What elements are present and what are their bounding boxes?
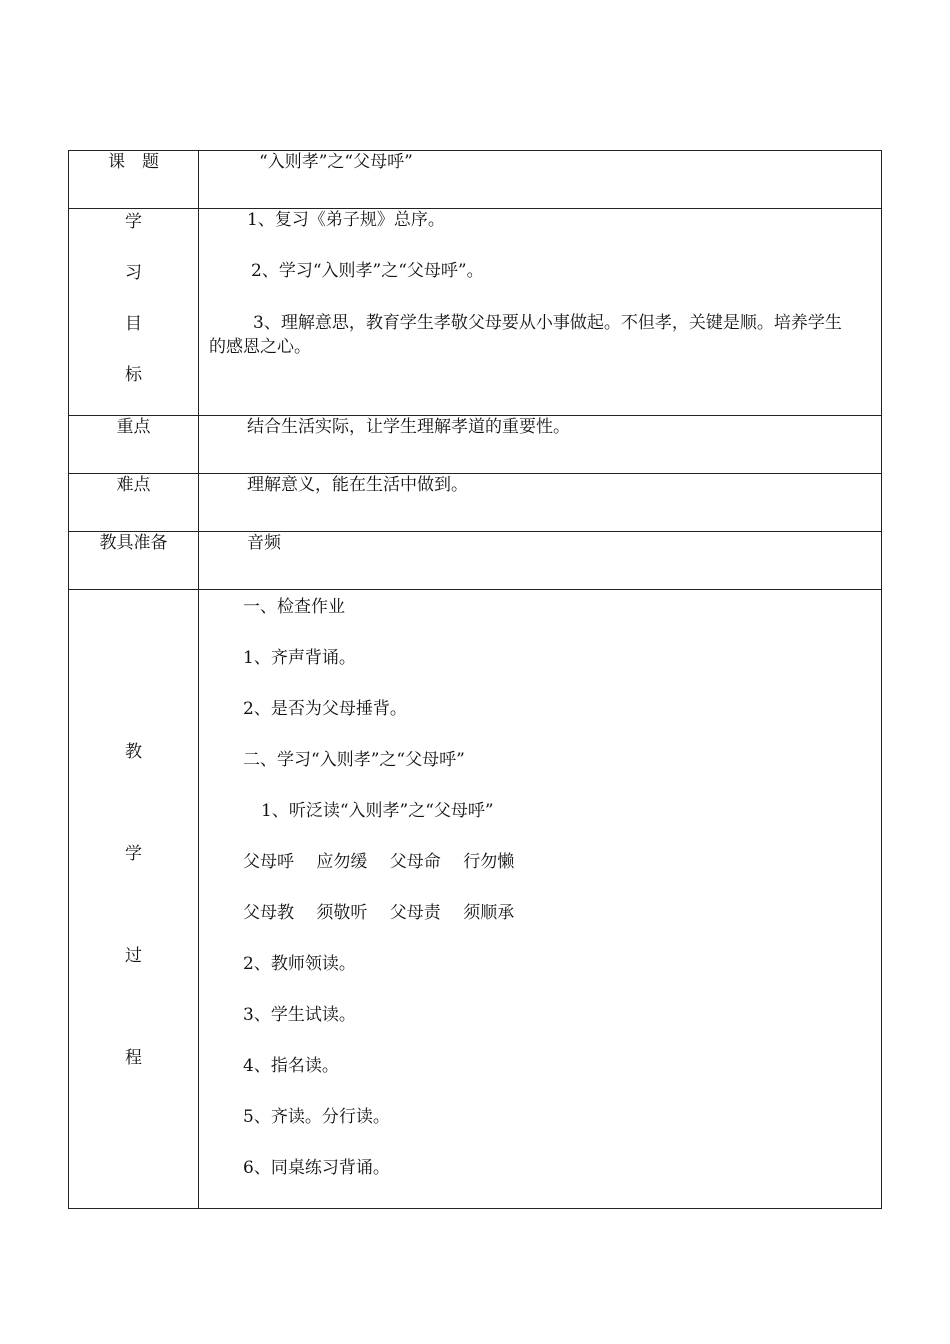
goals-cell [199,209,882,416]
focus-value-cell [199,416,882,474]
title-label: 课 题 [108,152,159,172]
process-line-6: 父母呼 应勿缓 父母命 行勿懒 [243,852,515,872]
goal-3-continued: 的感恩之心。 [209,337,311,357]
focus-label: 重点 [116,417,151,437]
row-process [69,590,882,1209]
title-label-cell [69,151,199,209]
process-line-2: 1、齐声背诵。 [243,648,356,668]
goals-label-char-1: 学 [125,212,142,232]
row-goals [69,209,882,416]
title-value-cell [199,151,882,209]
goals-label-char-4: 标 [125,365,142,385]
process-label-char-3: 过 [125,946,142,966]
difficulty-label-cell [69,474,199,532]
process-label-char-2: 学 [125,844,142,864]
process-line-3: 2、是否为父母捶背。 [243,699,407,719]
lesson-plan-table [68,150,882,1209]
prep-value-cell [199,532,882,590]
process-label-cell [69,590,199,1209]
goal-2: 2、学习“入则孝”之“父母呼”。 [251,261,484,281]
process-line-9: 3、学生试读。 [243,1005,356,1025]
process-line-12: 6、同桌练习背诵。 [243,1158,390,1178]
prep-value: 音频 [247,533,281,553]
row-title [69,151,882,209]
process-line-11: 5、齐读。分行读。 [243,1107,390,1127]
process-label-char-4: 程 [125,1048,142,1068]
process-line-4: 二、学习“入则孝”之“父母呼” [243,750,465,770]
process-line-7: 父母教 须敬听 父母责 须顺承 [243,903,515,923]
prep-label: 教具准备 [99,533,168,553]
row-difficulty [69,474,882,532]
focus-value: 结合生活实际，让学生理解孝道的重要性。 [247,417,570,437]
difficulty-value-cell [199,474,882,532]
row-prep [69,532,882,590]
title-value: “入则孝”之“父母呼” [259,152,413,172]
goal-1: 1、复习《弟子规》总序。 [247,210,445,230]
difficulty-value: 理解意义，能在生活中做到。 [247,475,468,495]
goals-label-cell [69,209,199,416]
row-focus [69,416,882,474]
process-line-8: 2、教师领读。 [243,954,356,974]
process-label-char-1: 教 [125,742,142,762]
prep-label-cell [69,532,199,590]
goals-label-char-3: 目 [125,314,142,334]
goals-label-char-2: 习 [125,263,142,283]
goal-3: 3、理解意思，教育学生孝敬父母要从小事做起。不但孝，关键是顺。培养学生 [253,313,842,333]
process-line-10: 4、指名读。 [243,1056,339,1076]
process-line-1: 一、检查作业 [243,597,345,617]
focus-label-cell [69,416,199,474]
process-cell [199,590,882,1209]
process-line-5: 1、听泛读“入则孝”之“父母呼” [261,801,494,821]
difficulty-label: 难点 [116,475,151,495]
